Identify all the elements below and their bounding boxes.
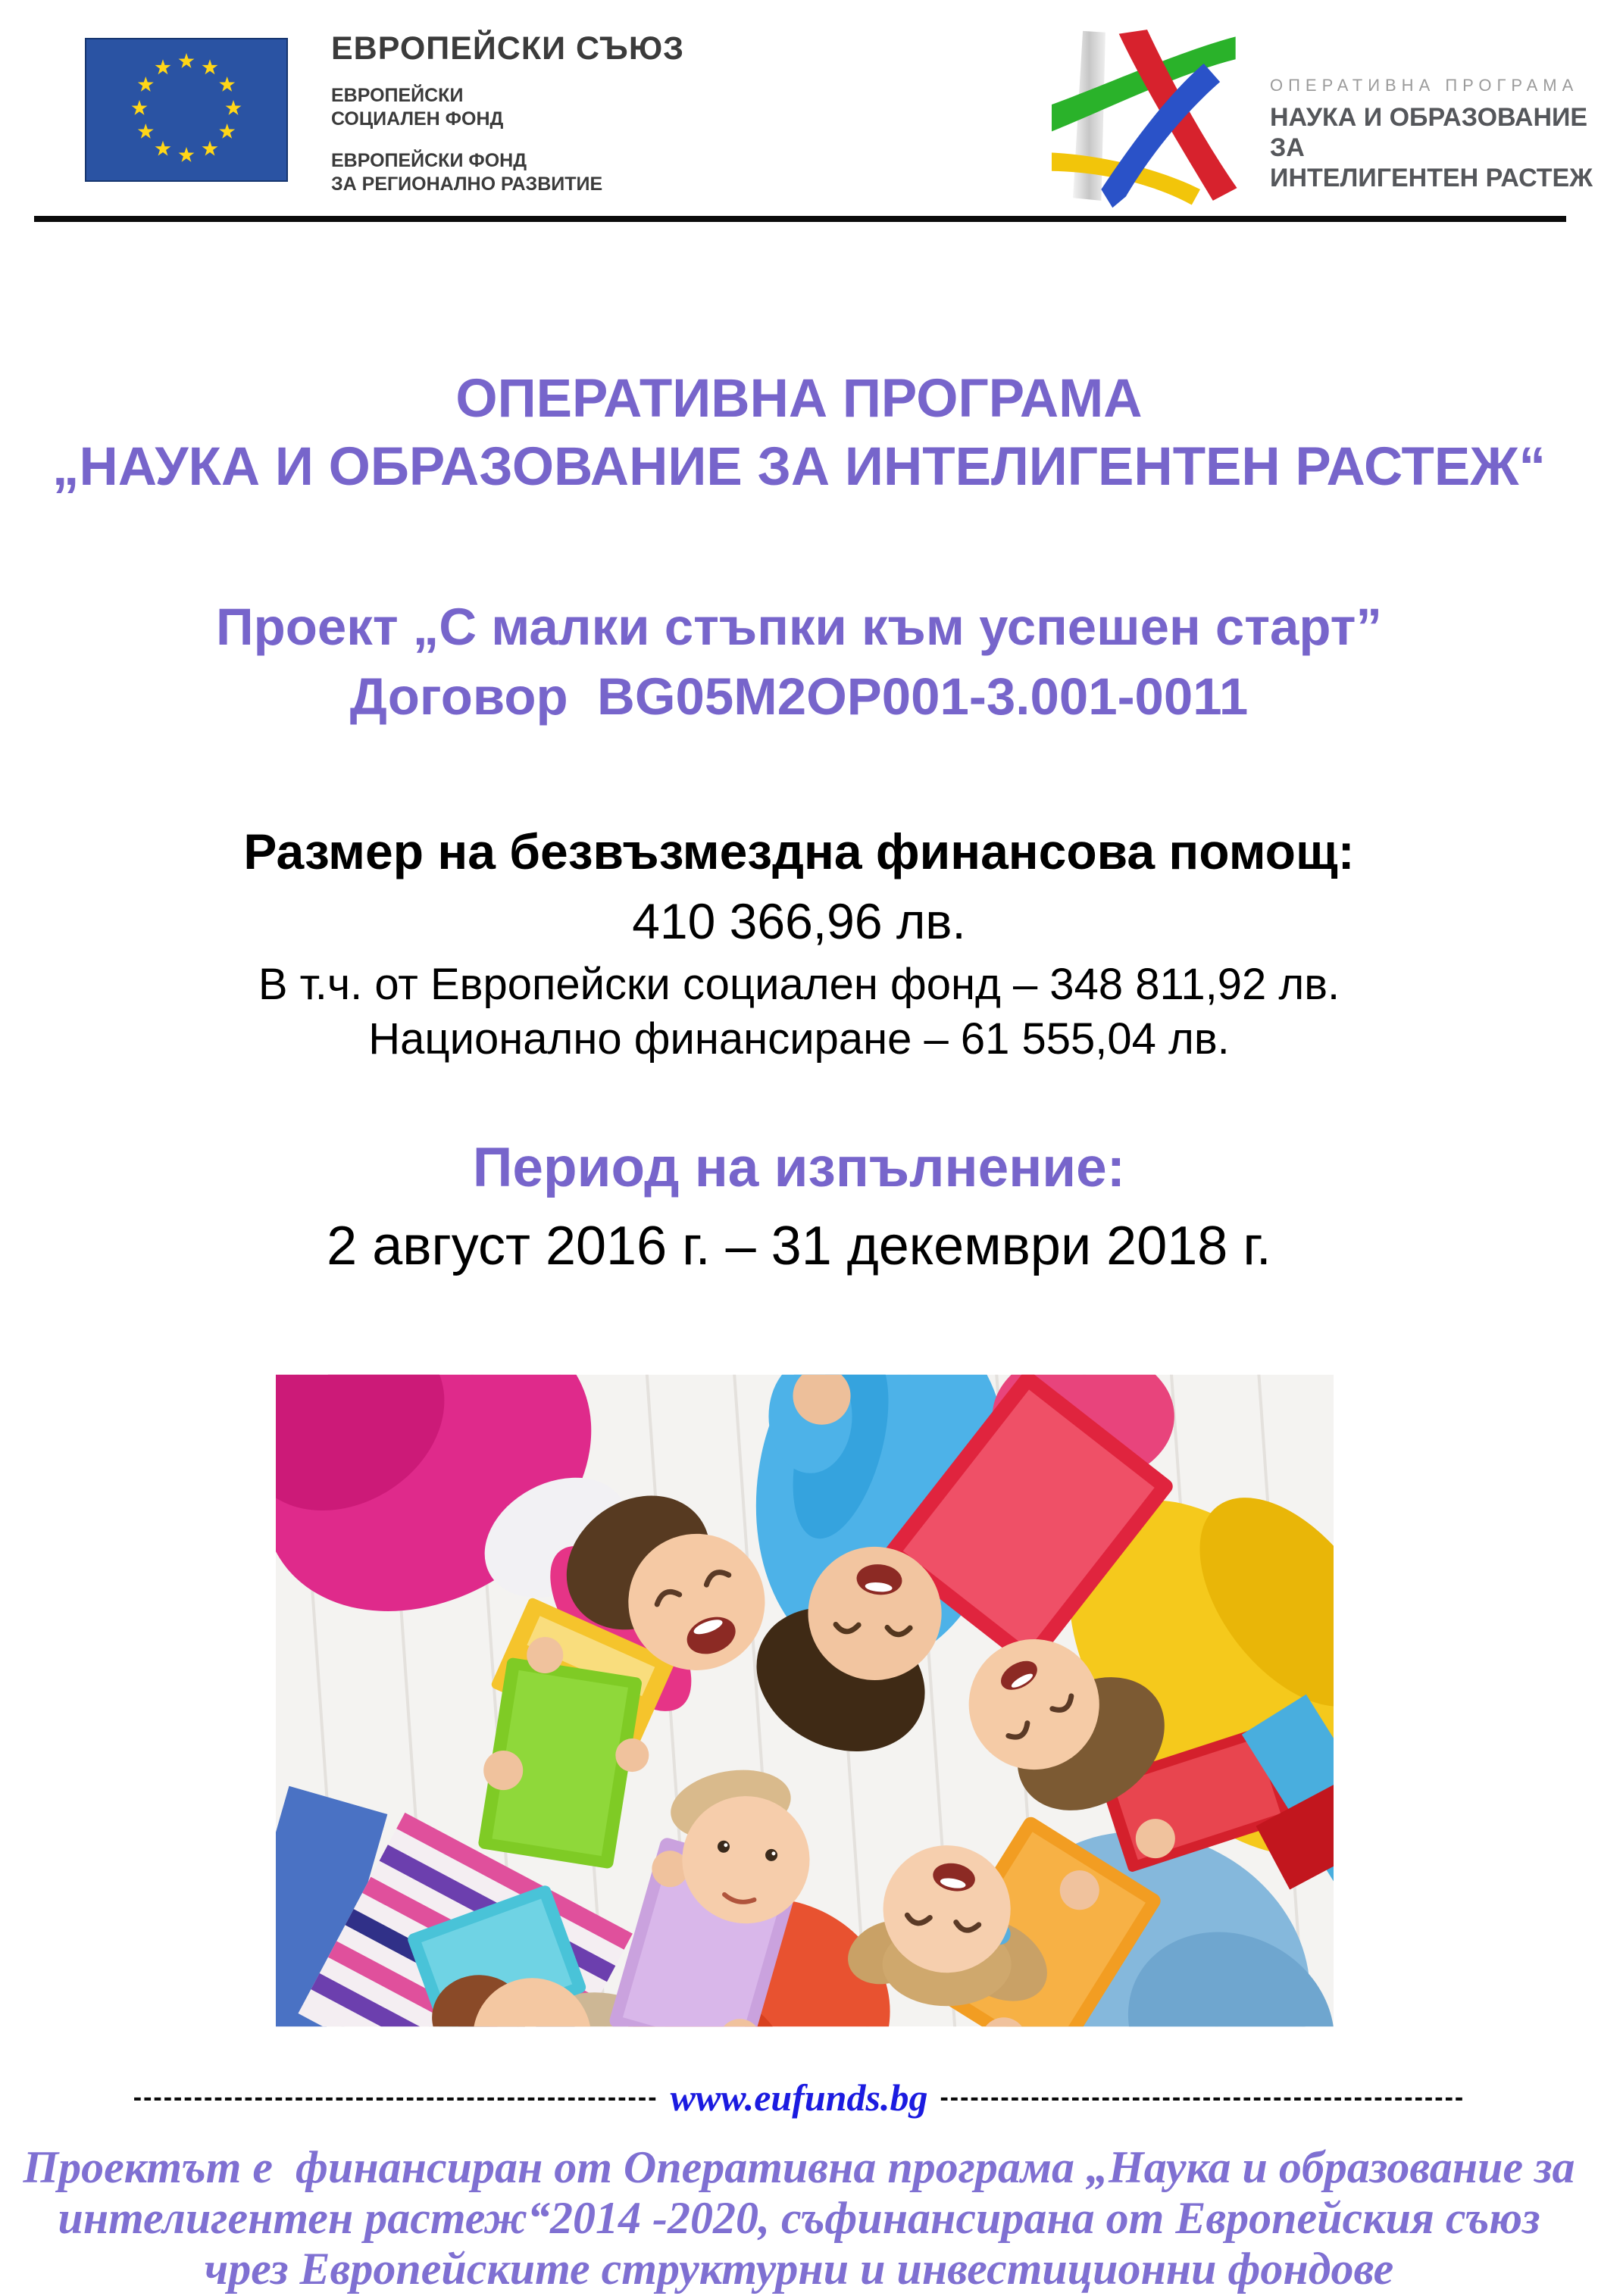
erdf-label: ЕВРОПЕЙСКИ ФОНД ЗА РЕГИОНАЛНО РАЗВИТИЕ xyxy=(331,150,603,195)
period-heading: Период на изпълнение: xyxy=(472,1137,1126,1198)
funding-disclaimer: Проектът е финансиран от Оперативна програма „Наука и образование за интелигентен растеж“2014 -2020, съфинансирана от Европейския съюз чрез Европейските структурни и инвестиционни фондове xyxy=(23,2142,1575,2294)
footer-dashes-right: ---------------------------------------------------- xyxy=(940,2082,1465,2112)
grant-heading: Размер на безвъзмездна финансова помощ: xyxy=(243,823,1355,879)
eu-funds-text-block xyxy=(331,30,684,196)
children-photo xyxy=(276,1374,1334,2027)
esf-label: ЕВРОПЕЙСКИ СОЦИАЛЕН ФОНД xyxy=(331,85,504,130)
eu-union-label: ЕВРОПЕЙСКИ СЪЮЗ xyxy=(331,30,685,67)
header-divider-rule xyxy=(34,216,1566,222)
op-program-text-block xyxy=(1270,76,1598,193)
footer-link-row xyxy=(0,2076,1598,2120)
period-value: 2 август 2016 г. – 31 декември 2018 г. xyxy=(327,1216,1271,1276)
contract-number: Договор BG05M2OP001-3.001-0011 xyxy=(349,667,1249,726)
grant-total-amount: 410 366,96 лв. xyxy=(632,893,966,949)
eufunds-link[interactable]: www.eufunds.bg xyxy=(670,2076,928,2119)
op-program-kicker: ОПЕРАТИВНА ПРОГРАМА xyxy=(1270,76,1579,95)
project-title: Проект „С малки стъпки към успешен старт” Договор BG05M2OP001-3.001-0011 xyxy=(0,592,1598,732)
program-heading: ОПЕРАТИВНА ПРОГРАМА „НАУКА И ОБРАЗОВАНИЕ ЗА ИНТЕЛИГЕНТЕН РАСТЕЖ“ xyxy=(52,369,1546,497)
grant-national-amount: Национално финансиране – 61 555,04 лв. xyxy=(368,1014,1230,1064)
grant-esf-amount: В т.ч. от Европейски социален фонд – 348 811,92 лв. xyxy=(258,960,1340,1009)
footer-dashes-left: ---------------------------------------------------- xyxy=(133,2082,658,2112)
op-program-ribbons-icon xyxy=(1052,20,1243,211)
eu-flag-logo xyxy=(85,38,288,182)
op-program-name: НАУКА И ОБРАЗОВАНИЕ ЗА ИНТЕЛИГЕНТЕН РАСТЕЖ xyxy=(1270,103,1593,192)
